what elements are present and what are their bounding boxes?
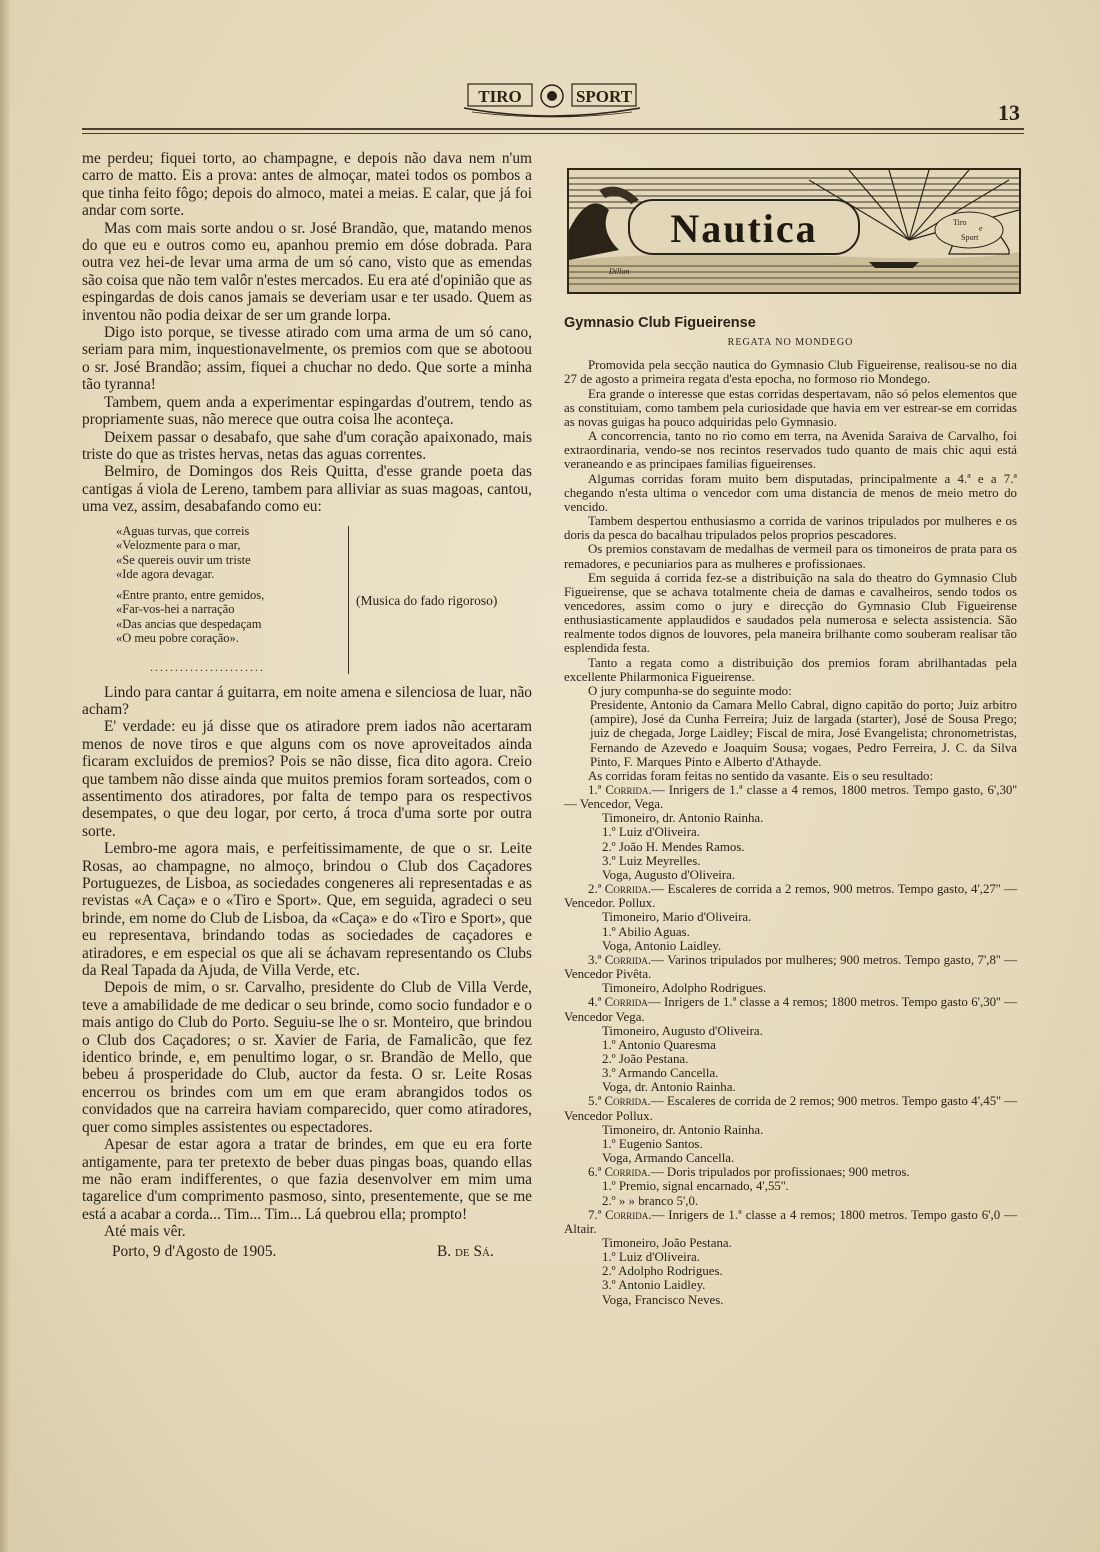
paragraph: Promovida pela secção nautica do Gymnasio Club Figueirense, realisou-se no dia 27 de agosto a primeira regata d'esta epocha, no formoso rio Mondego. <box>564 358 1017 387</box>
race-result-line: Timoneiro, João Pestana. <box>602 1236 732 1250</box>
poem-line: «O meu pobre coração». <box>116 631 239 646</box>
race-head: 6.ª Corrida. <box>588 1165 651 1180</box>
paragraph: Tanto a regata como a distribuição dos premios foram abrilhantadas pela excellente Philarmonica Figueirense. <box>564 655 1017 684</box>
race-result-line: Timoneiro, dr. Antonio Rainha. <box>602 1122 764 1137</box>
race-result-line: 2.º João H. Mendes Ramos. <box>602 839 745 854</box>
paragraph: Deixem passar o desabafo, que sahe d'um coração apaixonado, mais triste do que as tristes hervas, netas das aguas correntes. <box>82 428 532 463</box>
race-text: — Escaleres de corrida de 2 remos; 900 metros. Tempo gasto 4',45'' — Vencedor Pollux. <box>564 1094 1017 1123</box>
svg-text:TIRO: TIRO <box>478 87 522 106</box>
poem-ellipsis: ....................... <box>150 659 265 674</box>
poem-line: «Se quereis ouvir um triste <box>116 552 251 567</box>
page-number: 13 <box>998 100 1020 125</box>
race-head: 2.ª Corrida. <box>588 882 652 897</box>
race-text: — Inrigers de 1.ª classe a 4 remos, 1800 metros. Tempo gasto, 6',30'' — Vencedor, Vega. <box>564 783 1017 812</box>
poem-line: «Das ancias que despedaçam <box>116 616 262 631</box>
race-result-line: 1.º Luiz d'Oliveira. <box>602 825 700 840</box>
race-result-line: 1.º Antonio Quaresma <box>602 1037 716 1052</box>
nautica-banner <box>567 168 1021 294</box>
right-column <box>564 314 1017 1307</box>
page-spine <box>0 0 10 1552</box>
race-result-line: 2.º » » branco 5',0. <box>602 1193 699 1208</box>
paragraph: E' verdade: eu já disse que os atiradore prem iados não acertaram menos de nove tiros e que alguns com os nove aproveitados ainda ficaram excluidos de premios? Pois se não disse, fica dito agora. Creio que tambem não disse ainda que muitos premios foram sorteados, com o assentimento dos atiradores, por falta de tempo para os respectivos desempates, o que deu logar, por certo, á troca d'uma sorte por outra sorte. <box>82 718 532 840</box>
signature-author: B. de Sá. <box>437 1242 494 1260</box>
poem-line: «Ide agora devagar. <box>116 567 215 582</box>
paragraph: Algumas corridas foram muito bem disputadas, principalmente a 4.ª e a 7.ª chegando n'esta ultima o vencedor com uma distancia de menos de meio metro do vencido. <box>564 471 1017 514</box>
race-entry <box>564 1094 1017 1122</box>
race-text: — Varinos tripulados por mulheres; 900 metros. Tempo gasto, 7',8'' — Vencedor Pivêta. <box>564 952 1017 982</box>
poem-block <box>116 524 526 674</box>
paragraph: Os premios constavam de medalhas de vermeil para os timoneiros de prata para os remadores, e pecuniarios para as mulheres e profissionaes. <box>564 542 1017 571</box>
race-head: 4.ª Corrida <box>588 995 648 1010</box>
race-entry <box>564 882 1017 910</box>
race-entry <box>564 783 1017 811</box>
article-subtitle: REGATA NO MONDEGO <box>727 337 854 349</box>
poem-line: «Velozmente para o mar, <box>116 538 241 553</box>
paragraph: Em seguida á corrida fez-se a distribuição na sala do theatro do Gymnasio Club Figueirense, que se achava totalmente cheia de damas e cavalheiros, sendo todos os vencedores, assim como o jury e direcção do Gymnasio Club Figueirense enthusiasticamente applaudidos e saudados pela numerosa e selecta assistencia. São realmente todos dignos de louvores, pela maneira brilhante como souberam realisar tão esplendida festa. <box>564 570 1017 656</box>
banner-badge-line1: Tiro <box>953 218 967 227</box>
race-head: 3.ª Corrida. <box>588 952 652 967</box>
race-result-line: Timoneiro, Adolpho Rodrigues. <box>602 981 767 996</box>
race-result-line: Timoneiro, Augusto d'Oliveira. <box>602 1023 763 1038</box>
paragraph: me perdeu; fiquei torto, ao champagne, e depois não dava nem n'um carro de matto. Eis a prova: antes de almoçar, matei todos os pombos a que tinha feito fôgo; depois do almoco, matei a meias. E calar, que já foi andar com sorte. <box>82 150 532 220</box>
banner-badge-line3: Sport <box>961 233 979 242</box>
paragraph: Digo isto porque, se tivesse atirado com uma arma de um só cano, seriam para mim, inquestionavelmente, os premios com que se abotoou o sr. José Brandão; assim, fiquei a chuchar no dedo. Que sorte a minha tão tyranna! <box>82 324 532 394</box>
poem-brace <box>348 526 351 674</box>
race-text: — Inrigers de 1.ª classe a 4 remos; 1800 metros. Tempo gasto 6',0 — Altair. <box>564 1207 1017 1236</box>
paragraph: Presidente, Antonio da Camara Mello Cabral, digno capitão do porto; Juiz arbitro (ampire), José da Cunha Ferreira; Juiz de largada (starter), José de Sousa Prego; juiz de chegada, Jorge Laidley; Fiscal de mira, José Evangelista; chronometristas, Fernando de Azevedo e Joaquim Sousa; vogaes, Pedro Ferreira, J. C. da Silva Pinto, F. Marques Pinto e Alberto d'Athayde. <box>590 698 1017 769</box>
article-title: Gymnasio Club Figueirense <box>564 315 756 331</box>
race-result-line: Voga, dr. Antonio Rainha. <box>602 1080 736 1095</box>
race-result-line: 1.º Abilio Aguas. <box>602 924 690 939</box>
race-entry <box>564 1165 1017 1179</box>
race-entry <box>564 995 1017 1023</box>
race-head: 1.ª Corrida. <box>588 783 652 797</box>
poem-line: «Aguas turvas, que correis <box>116 523 250 538</box>
race-result-line: Timoneiro, Mario d'Oliveira. <box>602 910 752 925</box>
signature-row <box>82 1243 532 1265</box>
svg-text:SPORT: SPORT <box>575 87 633 106</box>
paragraph: Tambem, quem anda a experimentar espingardas d'outrem, tendo as propriamente suas, não merece que outra coisa lhe aconteça. <box>82 393 532 429</box>
masthead-ornament-icon <box>462 78 642 118</box>
race-text: — Doris tripulados por profissionaes; 900 metros. <box>650 1165 910 1180</box>
banner-badge-line2: e <box>979 224 983 233</box>
race-result-line: 1.º Luiz d'Oliveira. <box>602 1250 700 1265</box>
banner-artist-signature: Dillon <box>609 267 630 276</box>
paragraph: Lembro-me agora mais, e perfeitissimamente, de que o sr. Leite Rosas, ao champagne, no almoço, brindou o Club dos Caçadores Portuguezes, de Lisboa, as sociedades congeneres ali representadas e as revistas «A Caça» e o «Tiro e Sport». Que, em seguida, agradeci o seu brinde, em nome do Club de Lisboa, da «Caça» e do «Tiro e Sport», que eu representava, brindando todas as sociedades de caçadores e atiradores, e em especial os que ali se áchavam representando os Clubs da Real Tapada da Ajuda, de Villa Verde, etc. <box>82 840 532 980</box>
paragraph: Mas com mais sorte andou o sr. José Brandão, que, matando menos do que eu e outros como eu, apanhou premio em dóse dobrada. Para outra vez hei-de levar uma arma de um só cano, visto que as emendas são coisa que não tem valôr n'estes mercados. Eu era até d'opinião que as espingardas de dois canos jamais se deveriam usar e ter usado. Quem as inventou não podia deixar de ser um grande lorpa. <box>82 219 533 324</box>
paragraph: Tambem despertou enthusiasmo a corrida de varinos tripulados por mulheres e os doris da pesca do bacalhau tripulados pelos proprios pescadores. <box>564 514 1017 543</box>
race-result-line: 2.º João Pestana. <box>602 1051 689 1066</box>
header-rule <box>82 128 1024 130</box>
paragraph: Até mais vêr. <box>104 1223 186 1241</box>
race-entry <box>564 1208 1017 1236</box>
race-result-line: 3.º Antonio Laidley. <box>602 1278 706 1293</box>
race-result-line: 2.º Adolpho Rodrigues. <box>602 1264 723 1279</box>
race-result-line: Voga, Antonio Laidley. <box>602 938 722 953</box>
race-result-line: 3.º Armando Cancella. <box>602 1066 719 1081</box>
paragraph: As corridas foram feitas no sentido da vasante. Eis o seu resultado: <box>588 768 934 783</box>
race-result-line: 1.º Eugenio Santos. <box>602 1136 703 1151</box>
masthead-logo <box>462 78 642 118</box>
race-result-line: Voga, Augusto d'Oliveira. <box>602 867 736 882</box>
header-rule-thin <box>82 133 1024 134</box>
poem-stanza <box>116 524 316 582</box>
race-text: — Escaleres de corrida a 2 remos, 900 metros. Tempo gasto, 4',27'' — Vencedor. Pollux. <box>564 882 1017 911</box>
poem-line: «Entre pranto, entre gemidos, <box>116 587 265 602</box>
paragraph: Depois de mim, o sr. Carvalho, presidente do Club de Villa Verde, teve a amabilidade de me dedicar o seu brinde, como socio fundador e o mais antigo do Club do Porto. Seguiu-se lhe o sr. Monteiro, que brindou o Club dos Caçadores; o sr. Xavier de Faria, de Famalicão, que fez identico brinde, e, em penultimo logar, o sr. Brandão de Mello, que bebeu á prosperidade do Club, auctor da festa. O sr. Leite Rosas encerrou os brindes com um em que eram abrangidos todos os convidados que na carreira haviam comparecido, quer como atiradores, quer como simples assistentes ou espectadores. <box>82 979 532 1136</box>
paragraph: Lindo para cantar á guitarra, em noite amena e silenciosa de luar, não acham? <box>82 683 532 718</box>
nautica-illustration-icon <box>569 170 1019 292</box>
race-text: — Inrigers de 1.ª classe a 4 remos; 1800 metros. Tempo gasto 6',30'' — Vencedor Vega. <box>564 995 1018 1024</box>
race-result-line: Voga, Armando Cancella. <box>602 1151 735 1166</box>
race-head: 7.ª Corrida. <box>588 1207 652 1222</box>
signature-place-date: Porto, 9 d'Agosto de 1905. <box>112 1242 277 1260</box>
poem-note: (Musica do fado rigoroso) <box>356 592 498 608</box>
banner-title: Nautica <box>670 206 818 251</box>
paragraph: A concorrencia, tanto no rio como em terra, na Avenida Saraiva de Carvalho, foi extraordinaria, vendo-se nos recintos reservados tudo quanto de mais chic aqui está veraneando e as principaes familias figueirenses. <box>564 429 1017 472</box>
race-head: 5.ª Corrida. <box>588 1094 651 1109</box>
paragraph: Apesar de estar agora a tratar de brindes, em que eu era forte antigamente, para ter pretexto de beber duas pingas boas, quando ellas me não eram indifferentes, o que fazia desenvolver em mim uma tagarelice d'um comprimento pasmoso, sinto, presentemente, que se me está a acabar a corda... Tim... Tim... Lá quebrou ella; prompto! <box>82 1136 532 1223</box>
poem-line: «Far-vos-hei a narração <box>116 602 235 617</box>
paragraph: Belmiro, de Domingos dos Reis Quitta, d'esse grande poeta das cantigas á viola de Lereno, tambem para alliviar as suas magoas, cantou, uma vez, assim, desabafando como eu: <box>82 463 532 516</box>
race-result-line: Timoneiro, dr. Antonio Rainha. <box>602 811 764 826</box>
race-result-line: 1.º Premio, signal encarnado, 4',55''. <box>602 1179 789 1194</box>
race-entry <box>564 953 1017 981</box>
paragraph: Era grande o interesse que estas corridas despertavam, não só pelos elementos que as constituiam, como tambem pela curiosidade que havia em ver estrear-se em corridas as novas guigas ha pouco adquiridas pelo Gymnasio. <box>564 386 1017 429</box>
left-column <box>82 150 532 1265</box>
race-result-line: Voga, Francisco Neves. <box>602 1292 724 1307</box>
paragraph: O jury compunha-se do seguinte modo: <box>588 683 792 698</box>
poem-stanza <box>116 588 316 646</box>
race-result-line: 3.º Luiz Meyrelles. <box>602 853 701 868</box>
